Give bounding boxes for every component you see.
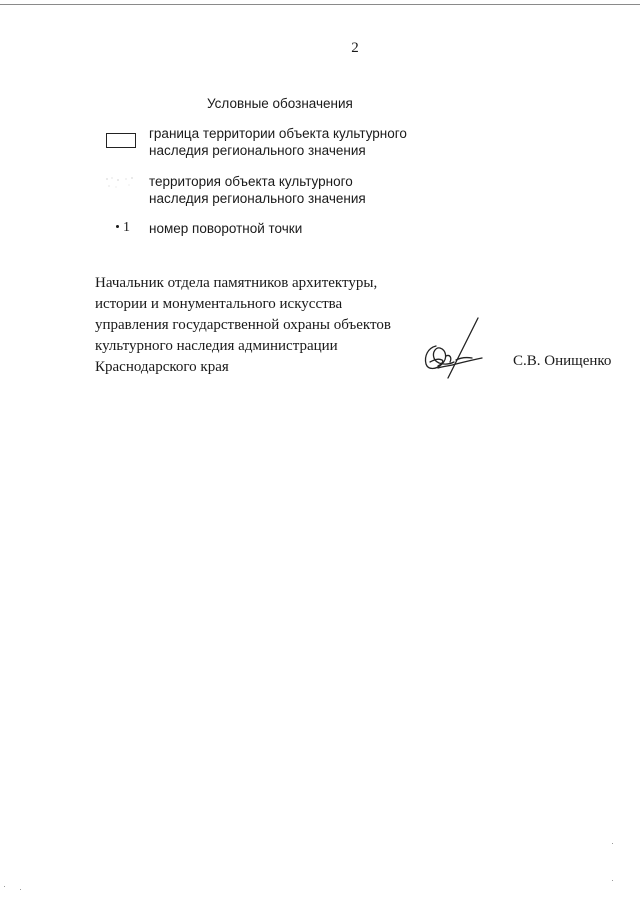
boundary-symbol-icon <box>106 133 136 148</box>
legend-item-text-line: номер поворотной точки <box>149 221 303 236</box>
position-line: управления государственной охраны объектов <box>95 317 391 333</box>
scan-speck <box>4 886 5 887</box>
legend-item-text-line: наследия регионального значения <box>149 143 366 158</box>
legend-item-text-line: территория объекта культурного <box>149 174 353 189</box>
scan-speck <box>20 889 21 890</box>
position-line: Краснодарского края <box>95 359 229 375</box>
turning-point-symbol <box>116 220 130 236</box>
signer-position <box>95 273 391 378</box>
legend-title: Условные обозначения <box>207 96 353 111</box>
point-number-label: 1 <box>123 220 130 235</box>
point-dot-icon <box>116 225 119 228</box>
position-line: истории и монументального искусства <box>95 296 343 312</box>
legend-item-territory <box>149 173 366 207</box>
legend-item-text-line: наследия регионального значения <box>149 191 366 206</box>
position-line: культурного наследия администрации <box>95 338 338 354</box>
scan-speck <box>612 880 613 881</box>
territory-fill-symbol-icon <box>104 176 138 190</box>
handwritten-signature-icon <box>416 316 488 382</box>
page-number: 2 <box>351 40 359 56</box>
legend-item-turning-point <box>149 220 302 237</box>
legend-item-text-line: граница территории объекта культурного <box>149 126 407 141</box>
signer-name: С.В. Онищенко <box>513 353 612 369</box>
scan-speck <box>612 843 613 844</box>
position-line: Начальник отдела памятников архитектуры, <box>95 275 378 291</box>
top-border-line <box>0 4 640 5</box>
legend-item-boundary <box>149 125 407 159</box>
